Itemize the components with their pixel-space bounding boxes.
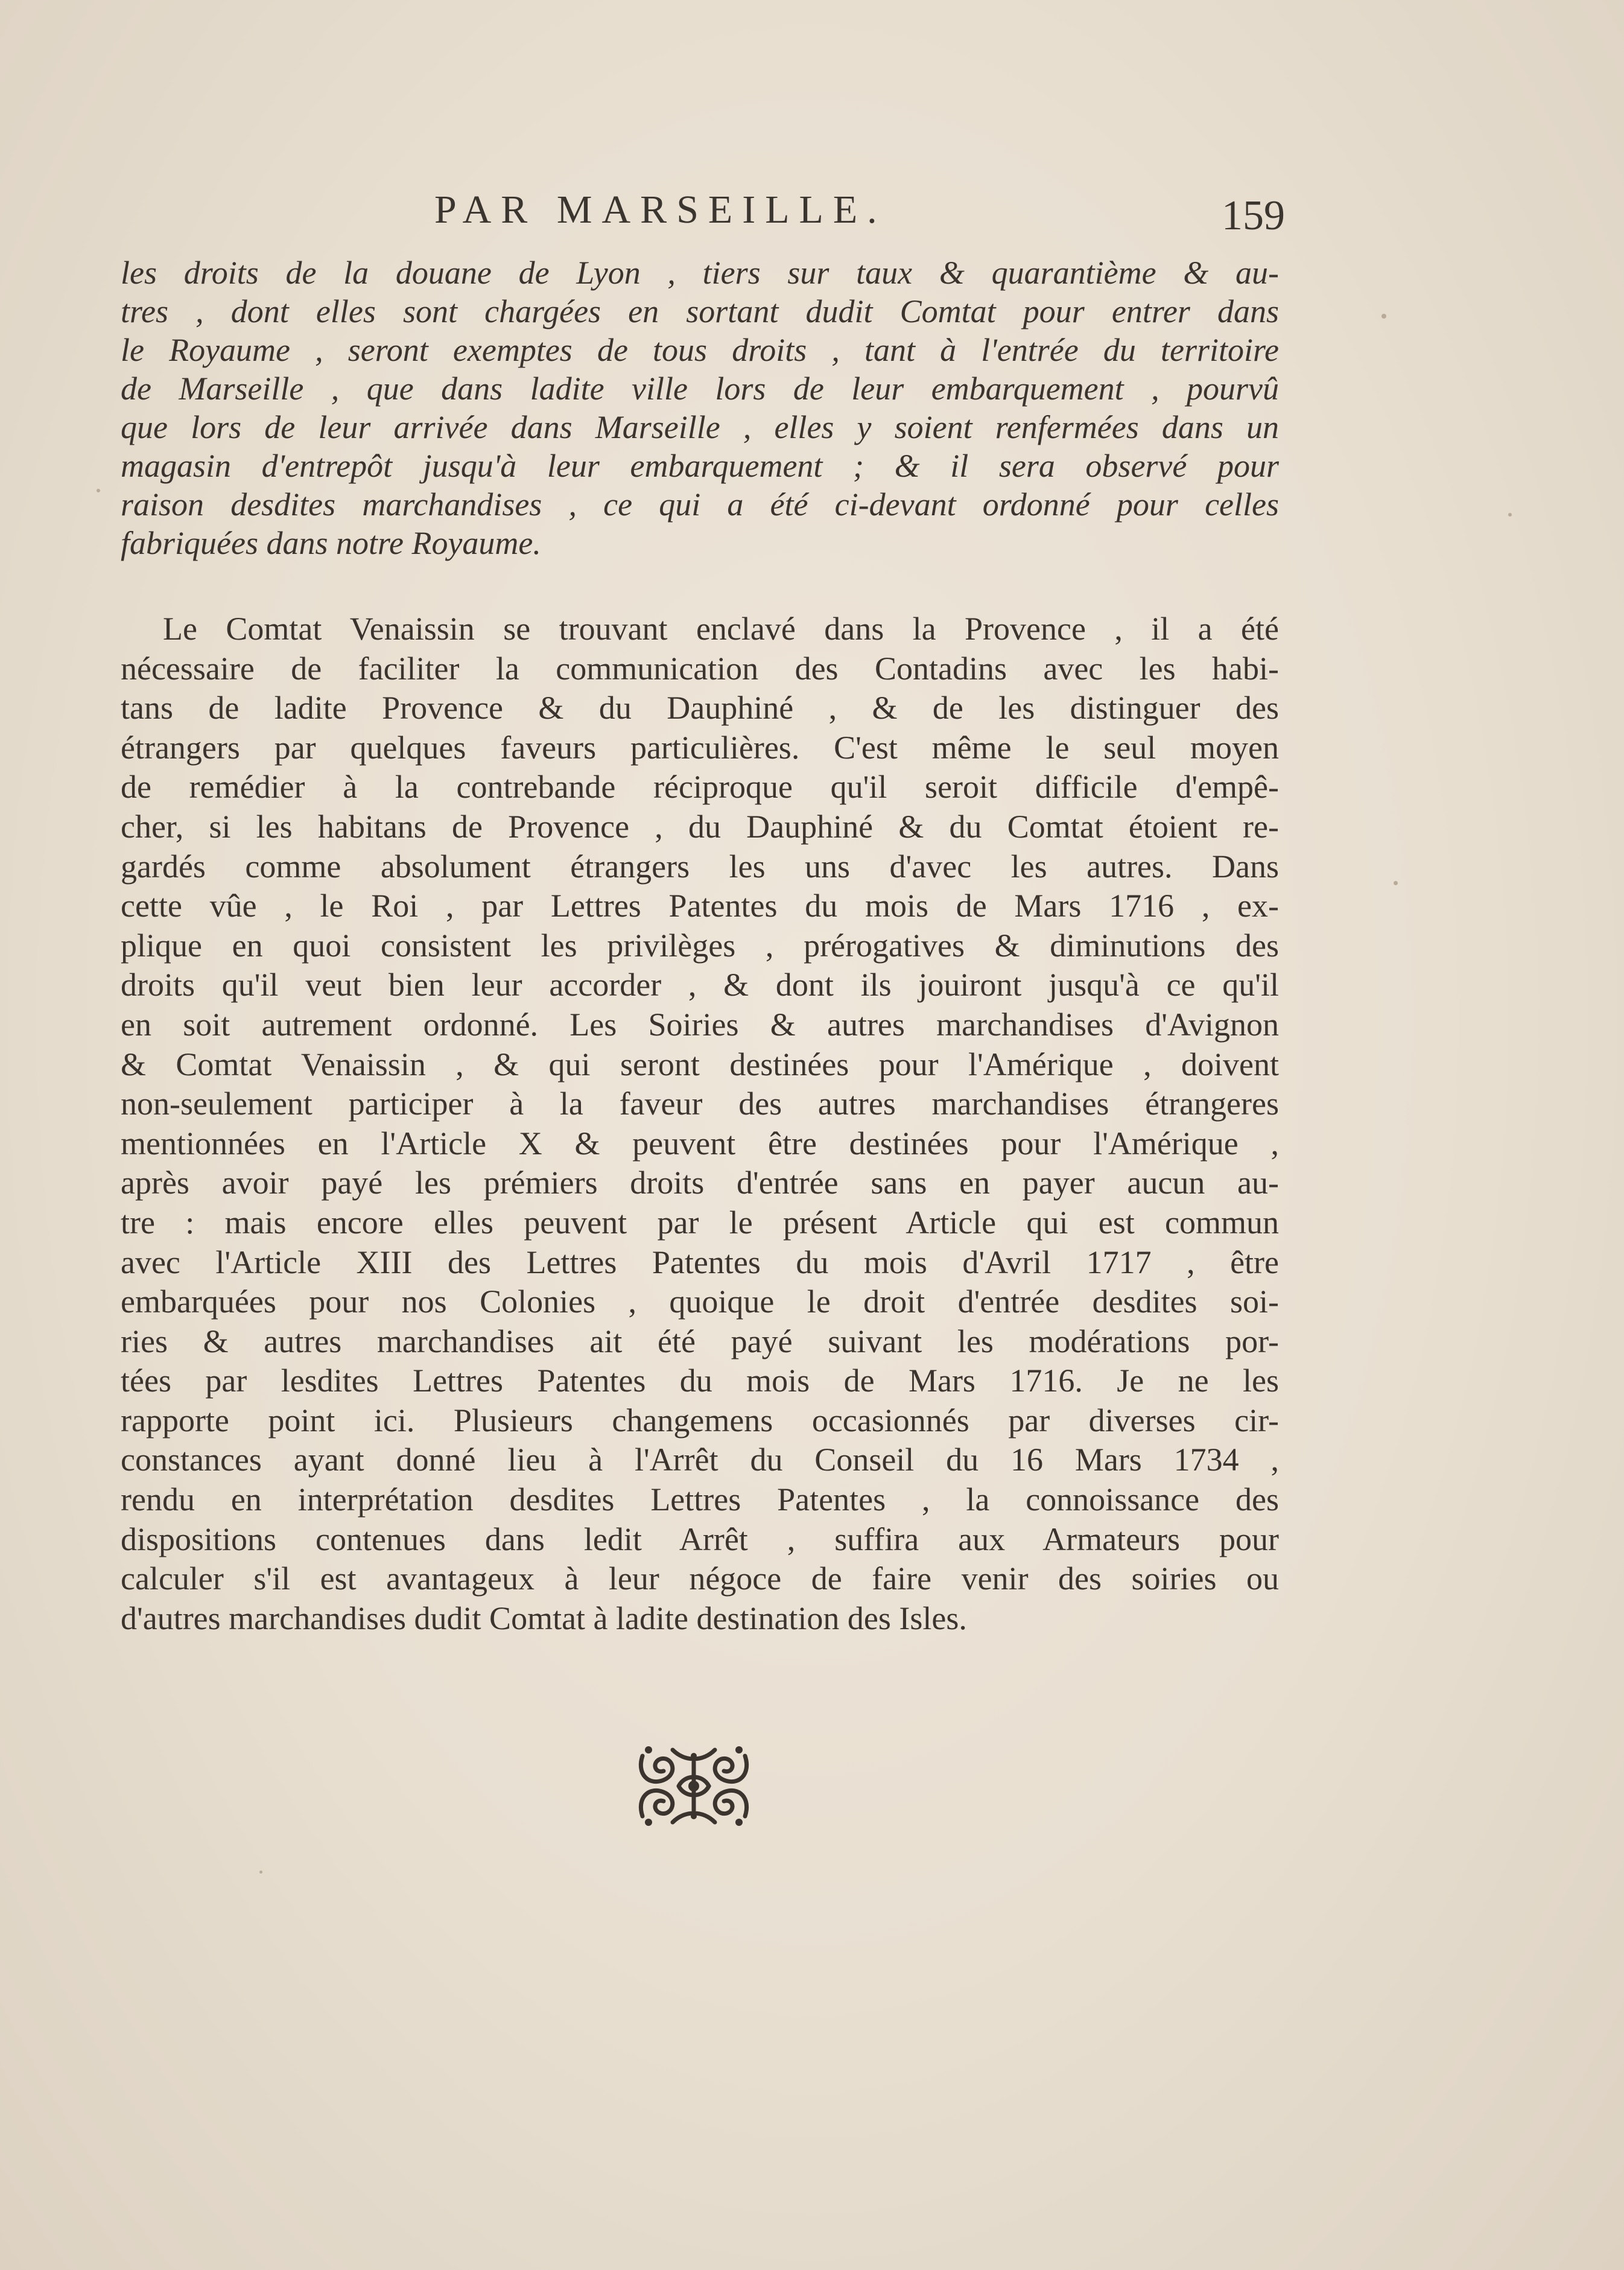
- text-line: ries & autres marchandises ait été payé suivant les modérations por-: [121, 1323, 1279, 1359]
- text-line: droits qu'il veut bien leur accorder , & dont ils jouiront jusqu'à ce qu'il: [121, 967, 1279, 1003]
- text-line: nécessaire de faciliter la communication des Contadins avec les habi-: [121, 650, 1279, 687]
- text-line: le Royaume , seront exemptes de tous droits , tant à l'entrée du territoire: [121, 332, 1279, 368]
- text-line: tans de ladite Provence & du Dauphiné , & de les distinguer des: [121, 690, 1279, 726]
- text-line: non-seulement participer à la faveur des autres marchandises étrangeres: [121, 1086, 1279, 1122]
- text-line: embarquées pour nos Colonies , quoique le droit d'entrée desdites soi-: [121, 1283, 1279, 1320]
- text-line: magasin d'entrepôt jusqu'à leur embarquement ; & il sera observé pour: [121, 448, 1279, 484]
- text-line: rendu en interprétation desdites Lettres Patentes , la connoissance des: [121, 1481, 1279, 1518]
- text-line: de remédier à la contrebande réciproque qu'il seroit difficile d'empê-: [121, 769, 1279, 806]
- text-line: cette vûe , le Roi , par Lettres Patentes du mois de Mars 1716 , ex-: [121, 888, 1279, 924]
- statute-text-italic: [121, 253, 1279, 562]
- page-header: [121, 187, 1285, 241]
- text-line: mentionnées en l'Article X & peuvent être destinées pour l'Amérique ,: [121, 1125, 1279, 1162]
- printers-fleuron-icon: [630, 1738, 757, 1834]
- text-line: fabriquées dans notre Royaume.: [121, 525, 541, 561]
- text-line: étrangers par quelques faveurs particulières. C'est même le seul moyen: [121, 729, 1279, 766]
- text-line: en soit autrement ordonné. Les Soiries & autres marchandises d'Avignon: [121, 1006, 1279, 1043]
- text-line: cher, si les habitans de Provence , du Dauphiné & du Comtat étoient re-: [121, 808, 1279, 845]
- text-line: plique en quoi consistent les privilèges , prérogatives & diminutions des: [121, 927, 1279, 964]
- text-line: Le Comtat Venaissin se trouvant enclavé dans la Provence , il a été: [163, 611, 1279, 647]
- text-line: calculer s'il est avantageux à leur négoce de faire venir des soiries ou: [121, 1560, 1279, 1597]
- paper-foxing-speck: [1508, 513, 1512, 517]
- text-line: & Comtat Venaissin , & qui seront destinées pour l'Amérique , doivent: [121, 1046, 1279, 1083]
- text-line: tées par lesdites Lettres Patentes du mois de Mars 1716. Je ne les: [121, 1362, 1279, 1399]
- paper-foxing-speck: [1394, 881, 1398, 885]
- commentary-paragraph: [121, 609, 1279, 1638]
- text-line: après avoir payé les prémiers droits d'entrée sans en payer aucun au-: [121, 1165, 1279, 1201]
- paper-foxing-speck: [97, 489, 100, 492]
- running-title: PAR MARSEILLE.: [434, 188, 887, 232]
- text-line: tres , dont elles sont chargées en sortant dudit Comtat pour entrer dans: [121, 293, 1279, 329]
- page-number: 159: [1222, 192, 1285, 239]
- text-line: que lors de leur arrivée dans Marseille , elles y soient renfermées dans un: [121, 409, 1279, 445]
- text-line: gardés comme absolument étrangers les uns d'avec les autres. Dans: [121, 848, 1279, 885]
- text-line: tre : mais encore elles peuvent par le présent Article qui est commun: [121, 1204, 1279, 1241]
- text-line: d'autres marchandises dudit Comtat à ladite destination des Isles.: [121, 1600, 967, 1636]
- text-line: raison desdites marchandises , ce qui a été ci-devant ordonné pour celles: [121, 486, 1279, 523]
- paper-foxing-speck: [1381, 314, 1386, 319]
- text-line: avec l'Article XIII des Lettres Patentes du mois d'Avril 1717 , être: [121, 1244, 1279, 1280]
- text-line: rapporte point ici. Plusieurs changemens occasionnés par diverses cir-: [121, 1402, 1279, 1439]
- text-line: les droits de la douane de Lyon , tiers sur taux & quarantième & au-: [121, 255, 1279, 291]
- text-line: dispositions contenues dans ledit Arrêt , suffira aux Armateurs pour: [121, 1521, 1279, 1557]
- text-line: de Marseille , que dans ladite ville lors de leur embarquement , pourvû: [121, 370, 1279, 407]
- paper-foxing-speck: [259, 1871, 262, 1874]
- text-line: constances ayant donné lieu à l'Arrêt du Conseil du 16 Mars 1734 ,: [121, 1442, 1279, 1478]
